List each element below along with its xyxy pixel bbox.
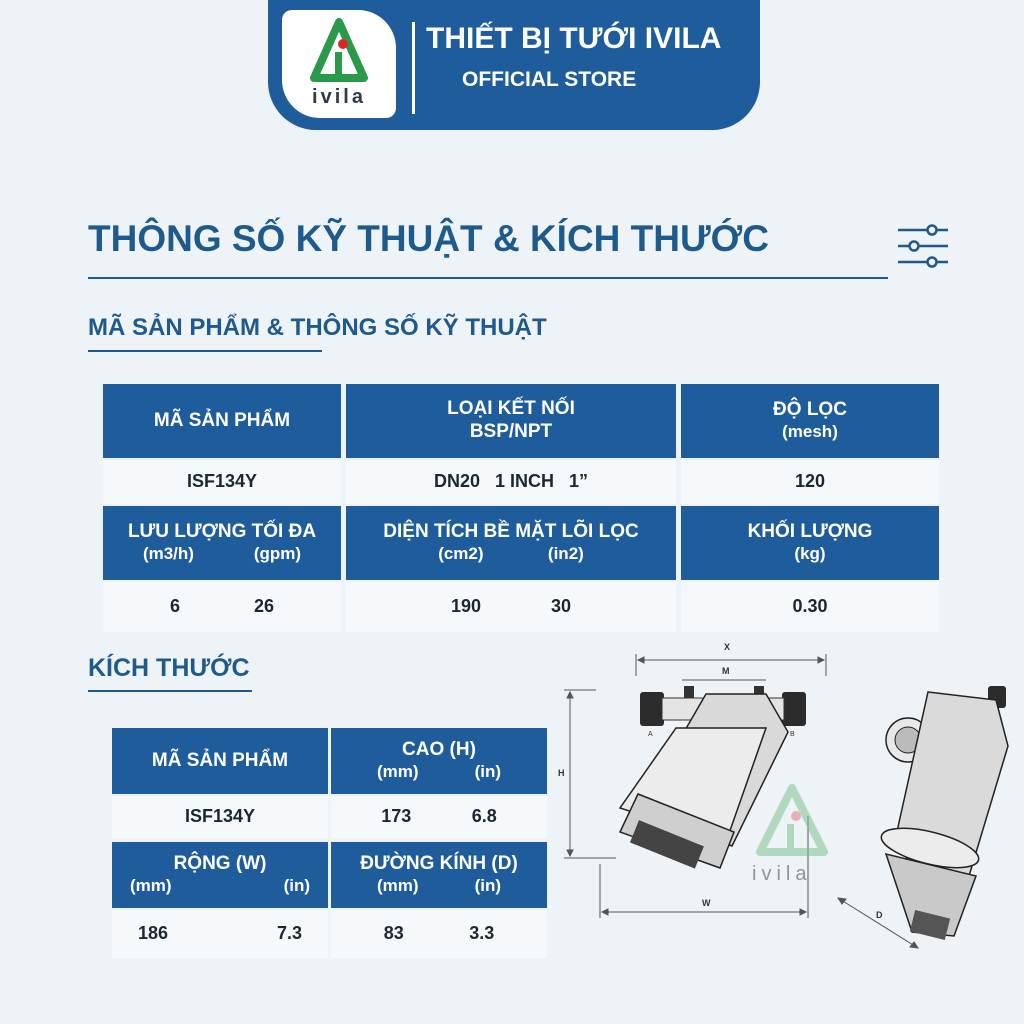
- dim-value-diameter: [331, 910, 547, 958]
- dim-header-width: [112, 842, 328, 908]
- dim-header-height-label: CAO (H): [402, 739, 476, 761]
- logo-text: ivila: [312, 86, 366, 108]
- value-flow-m3h: 6: [169, 596, 180, 617]
- brand-subtitle: OFFICIAL STORE: [462, 68, 637, 91]
- label-h: H: [558, 768, 565, 778]
- label-w: W: [702, 898, 711, 908]
- label-m: M: [722, 666, 730, 676]
- value-width-mm: 186: [138, 923, 169, 944]
- title-underline: [88, 277, 888, 279]
- value-height-mm: 173: [381, 806, 412, 827]
- spec-header-code: [103, 384, 341, 458]
- filter-technical-drawing: [556, 636, 1024, 966]
- unit-gpm: (gpm): [253, 544, 302, 564]
- filter-side-view: [620, 686, 806, 869]
- spec-value-connection: DN20 1 INCH 1”: [346, 460, 676, 504]
- dim-header-diameter-units: [331, 876, 547, 896]
- label-d: D: [876, 910, 883, 920]
- spec-header-area-units: [346, 544, 676, 564]
- spec-header-filter: [681, 384, 939, 458]
- dimension-h-line: [564, 690, 616, 858]
- spec-header-filter-label: ĐỘ LỌC: [773, 399, 847, 421]
- dim-section-underline: [88, 690, 252, 692]
- brand-header: [268, 0, 760, 130]
- label-b: B: [790, 731, 795, 738]
- label-x: X: [724, 642, 731, 652]
- spec-section-title: MÃ SẢN PHẨM & THÔNG SỐ KỸ THUẬT: [88, 314, 547, 341]
- value-area-cm2: 190: [450, 596, 482, 617]
- spec-value-code: ISF134Y: [103, 460, 341, 504]
- dim-value-width: [112, 910, 328, 958]
- unit-in: (in): [474, 762, 501, 782]
- spec-value-weight: 0.30: [681, 582, 939, 632]
- spec-header-area: [346, 506, 676, 580]
- spec-header-filter-sub: (mesh): [782, 422, 838, 442]
- spec-header-connection: [346, 384, 676, 458]
- dim-value-code: ISF134Y: [112, 796, 328, 838]
- value-diameter-mm: 83: [383, 923, 404, 944]
- brand-title: THIẾT BỊ TƯỚI IVILA: [426, 22, 722, 55]
- dim-value-height: [331, 796, 547, 838]
- value-diameter-in: 3.3: [469, 923, 495, 944]
- watermark-text: ivila: [752, 863, 812, 885]
- unit-in: (in): [474, 876, 501, 896]
- unit-in: (in): [283, 876, 310, 896]
- header-divider: [412, 22, 415, 114]
- unit-m3h: (m3/h): [142, 544, 194, 564]
- sliders-icon: [896, 222, 950, 270]
- watermark-logo: [760, 788, 824, 852]
- value-area-in2: 30: [550, 596, 571, 617]
- filter-front-view: [878, 686, 1008, 940]
- spec-header-code-label: MÃ SẢN PHẨM: [153, 409, 291, 431]
- brand-logo: [282, 10, 396, 118]
- spec-header-flow: [103, 506, 341, 580]
- value-height-in: 6.8: [471, 806, 497, 827]
- spec-header-flow-label: LƯU LƯỢNG TỐI ĐA: [127, 521, 317, 543]
- label-a: A: [648, 731, 653, 738]
- dim-header-height: [331, 728, 547, 794]
- dim-header-code: MÃ SẢN PHẨM: [112, 728, 328, 794]
- dim-header-diameter-label: ĐƯỜNG KÍNH (D): [360, 853, 518, 875]
- spec-header-connection-sub: BSP/NPT: [469, 421, 553, 442]
- spec-value-area: [346, 582, 676, 632]
- dim-header-diameter: [331, 842, 547, 908]
- spec-header-weight-label: KHỐI LƯỢNG: [747, 521, 873, 543]
- spec-value-flow: [103, 582, 341, 632]
- spec-header-weight: [681, 506, 939, 580]
- spec-header-flow-units: [103, 544, 341, 564]
- logo-triangle-icon: [310, 18, 368, 84]
- value-flow-gpm: 26: [253, 596, 274, 617]
- dimension-x-line: [636, 654, 826, 676]
- dim-header-width-units: [112, 876, 328, 896]
- unit-mm: (mm): [377, 762, 419, 782]
- dim-section-title: KÍCH THƯỚC: [88, 654, 250, 682]
- spec-value-filter: 120: [681, 460, 939, 504]
- dim-header-width-label: RỘNG (W): [173, 853, 267, 875]
- unit-kg: (kg): [794, 544, 826, 564]
- page-title: THÔNG SỐ KỸ THUẬT & KÍCH THƯỚC: [88, 218, 769, 259]
- unit-mm: (mm): [130, 876, 172, 896]
- unit-cm2: (cm2): [438, 544, 484, 564]
- spec-section-underline: [88, 350, 322, 352]
- unit-in2: (in2): [547, 544, 584, 564]
- unit-mm: (mm): [377, 876, 419, 896]
- spec-header-connection-label: LOẠI KẾT NỐI: [447, 398, 575, 420]
- value-width-in: 7.3: [276, 923, 302, 944]
- spec-header-area-label: DIỆN TÍCH BỀ MẶT LÕI LỌC: [383, 521, 639, 543]
- dim-header-height-units: [331, 762, 547, 782]
